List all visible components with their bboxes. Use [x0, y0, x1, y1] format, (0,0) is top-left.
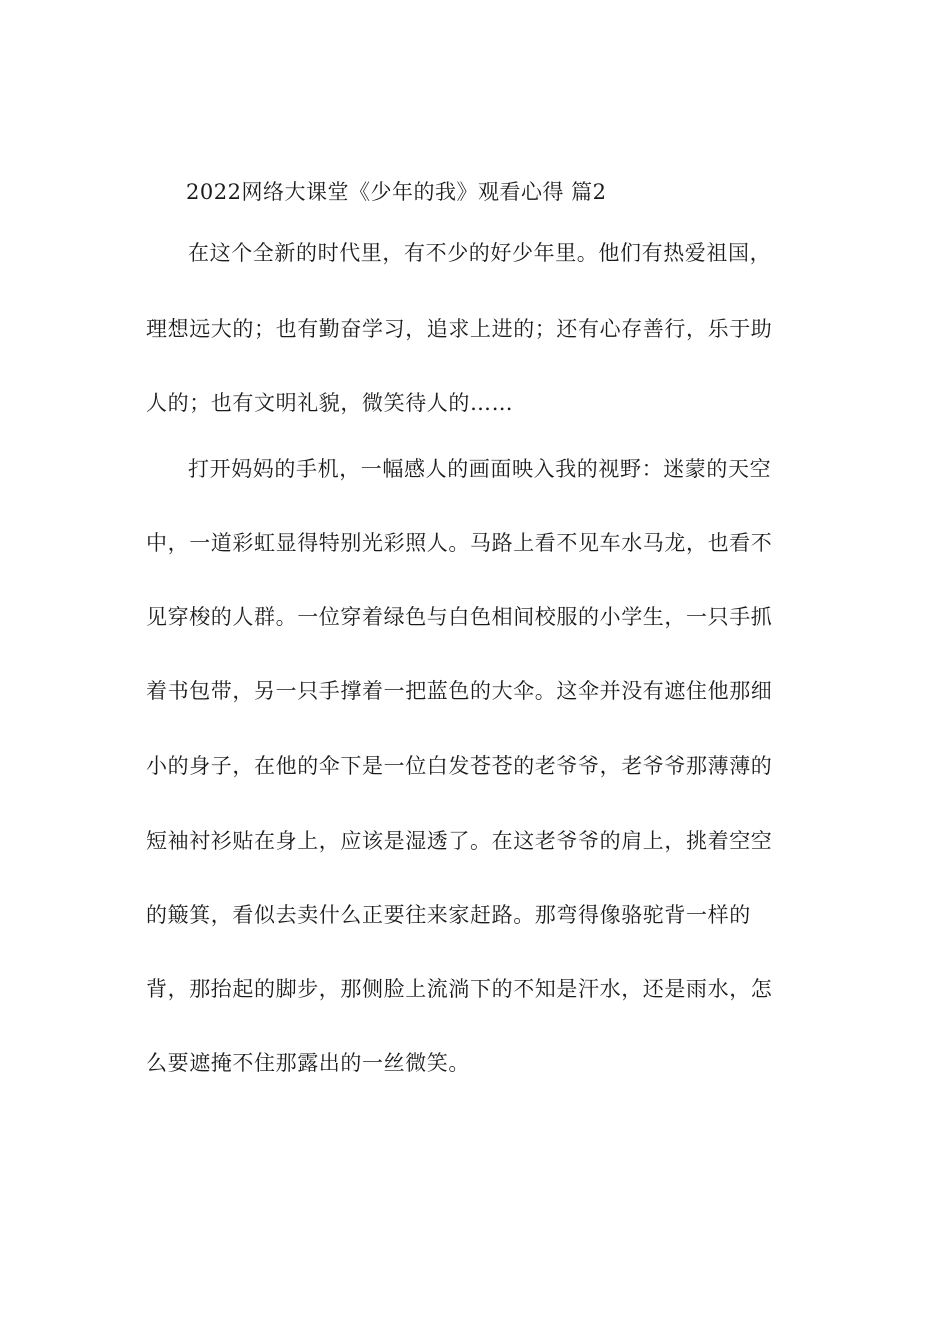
- paragraph-2-line-6: 短袖衬衫贴在身上，应该是湿透了。在这老爷爷的肩上，挑着空空: [146, 829, 773, 853]
- paragraph-1-line-2: 理想远大的；也有勤奋学习，追求上进的；还有心存善行，乐于助: [146, 317, 773, 341]
- paragraph-2-line-1: 打开妈妈的手机，一幅感人的画面映入我的视野：迷蒙的天空: [188, 457, 772, 481]
- paragraph-1-line-1: 在这个全新的时代里，有不少的好少年里。他们有热爱祖国，: [188, 241, 772, 265]
- paragraph-2-line-8: 背，那抬起的脚步，那侧脸上流淌下的不知是汗水，还是雨水，怎: [146, 977, 773, 1001]
- document-title: 2022网络大课堂《少年的我》观看心得 篇2: [186, 180, 607, 204]
- paragraph-2-line-7: 的簸箕，看似去卖什么正要往来家赶路。那弯得像骆驼背一样的: [146, 903, 751, 927]
- paragraph-1-line-3: 人的；也有文明礼貌，微笑待人的……: [146, 391, 514, 415]
- paragraph-2-line-3: 见穿梭的人群。一位穿着绿色与白色相间校服的小学生，一只手抓: [146, 605, 773, 629]
- paragraph-2-line-5: 小的身子，在他的伞下是一位白发苍苍的老爷爷，老爷爷那薄薄的: [146, 754, 773, 778]
- paragraph-2-line-9: 么要遮掩不住那露出的一丝微笑。: [146, 1051, 470, 1075]
- paragraph-2-line-2: 中，一道彩虹显得特别光彩照人。马路上看不见车水马龙，也看不: [146, 531, 773, 555]
- paragraph-2-line-4: 着书包带，另一只手撑着一把蓝色的大伞。这伞并没有遮住他那细: [146, 679, 773, 703]
